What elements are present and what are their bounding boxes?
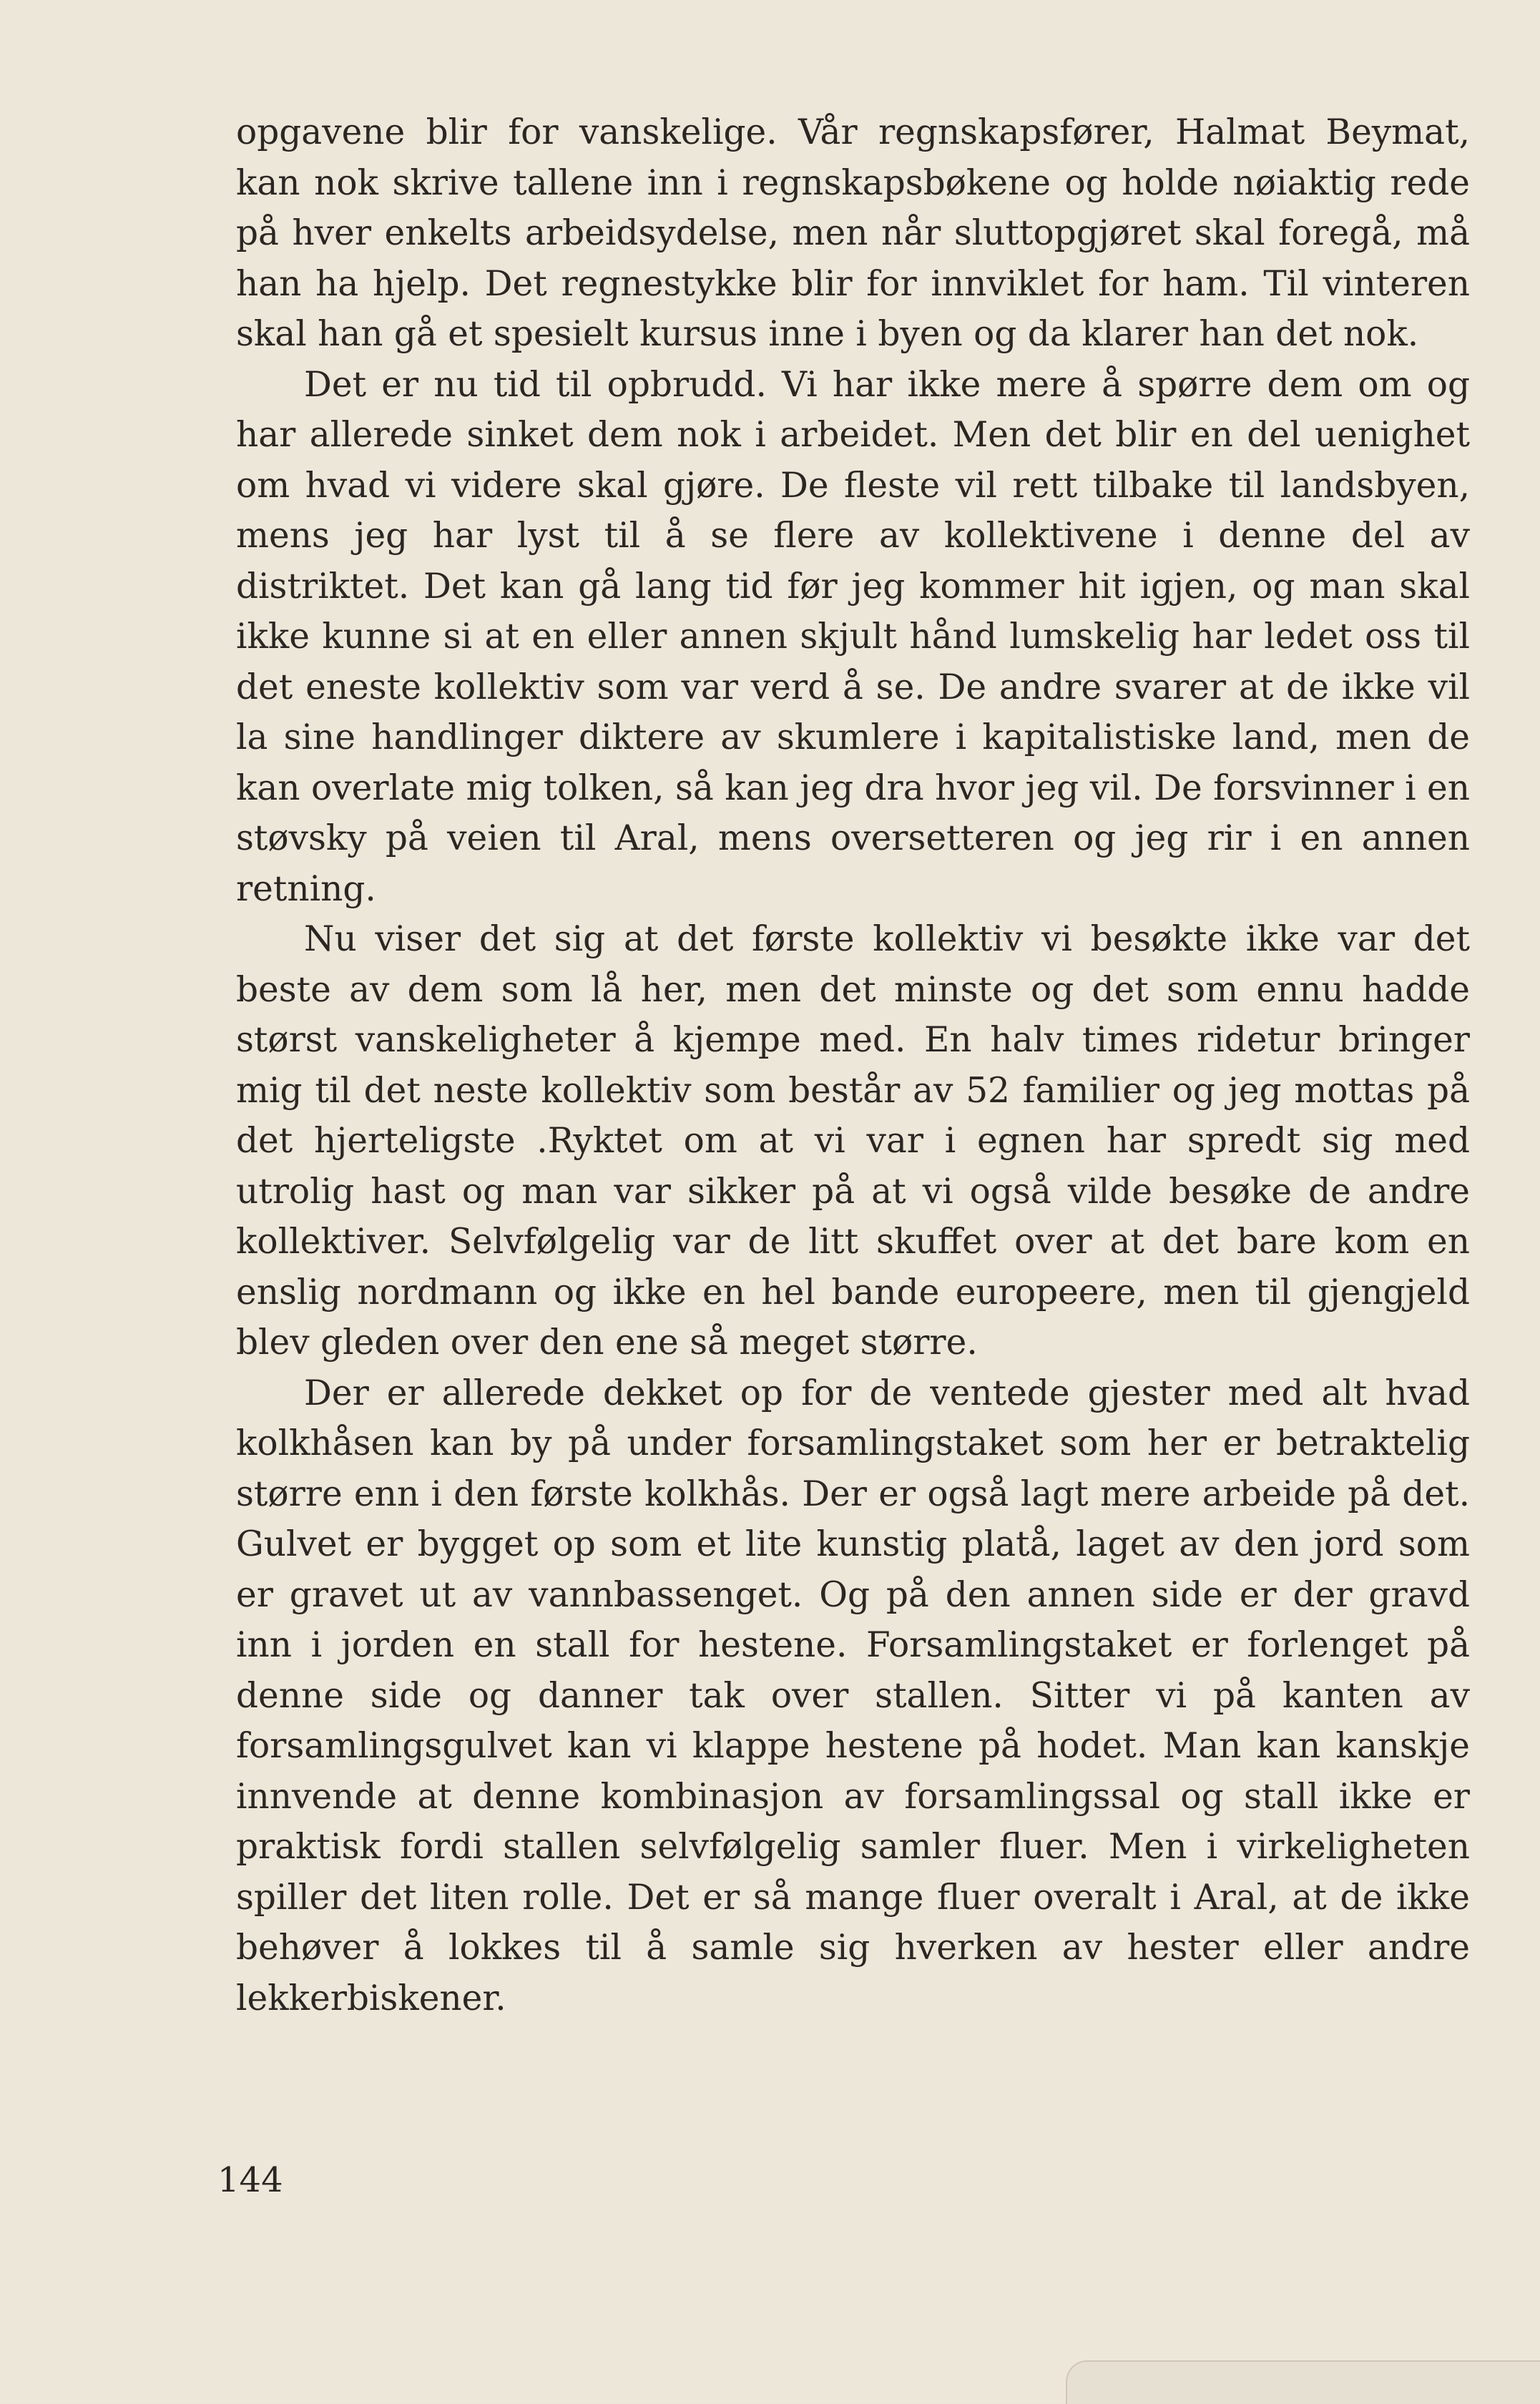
paragraph-1: opgavene blir for vanskelige. Vår regnskapsfører, Halmat Beymat, kan nok skrive tallene inn i regnskapsbøkene og holde nøiaktig rede på hver enkelts arbeidsydelse, men når sluttopgjøret skal foregå, må han ha hjelp. Det regnestykke blir for innviklet for ham. Til vinteren skal han gå et spesielt kursus inne i byen og da klarer han det nok. <box>236 112 1470 354</box>
paragraph-4: Der er allerede dekket op for de ventede gjester med alt hvad kolkhåsen kan by på under forsamlingstaket som her er betraktelig større enn i den første kolkhås. Der er også lagt mere arbeide på det. Gulvet er bygget op som et lite kunstig platå, laget av den jord som er gravet ut av vannbassenget. Og på den annen side er der gravd inn i jorden en stall for hestene. Forsamlingstaket er forlenget på denne side og danner tak over stallen. Sitter vi på kanten av forsamlingsgulvet kan vi klappe hestene på hodet. Man kan kanskje innvende at denne kombinasjon av forsamlingssal og stall ikke er praktisk fordi stallen selvfølgelig samler fluer. Men i virkeligheten spiller det liten rolle. Det er så mange fluer overalt i Aral, at de ikke behøver å lokkes til å samle sig hverken av hester eller andre lekkerbiskener. <box>236 1373 1470 2018</box>
paragraph-2: Det er nu tid til opbrudd. Vi har ikke mere å spørre dem om og har allerede sinket dem nok i arbeidet. Men det blir en del uenighet om hvad vi videre skal gjøre. De fleste vil rett tilbake til landsbyen, mens jeg har lyst til å se flere av kollektivene i denne del av distriktet. Det kan gå lang tid før jeg kommer hit igjen, og man skal ikke kunne si at en eller annen skjult hånd lumskelig har ledet oss til det eneste kollektiv som var verd å se. De andre svarer at de ikke vil la sine handlinger diktere av skumlere i kapitalistiske land, men de kan overlate mig tolken, så kan jeg dra hvor jeg vil. De forsvinner i en støvsky på veien til Aral, mens oversetteren og jeg rir i en annen retning. <box>236 364 1470 909</box>
body-text <box>236 107 1470 2023</box>
page-number: 144 <box>217 2160 283 2200</box>
paragraph-3: Nu viser det sig at det første kollektiv vi besøkte ikke var det beste av dem som lå her, men det minste og det som ennu hadde størst vanskeligheter å kjempe med. En halv times ridetur bringer mig til det neste kollektiv som består av 52 familier og jeg mottas på det hjerteligste .Ryktet om at vi var i egnen har spredt sig med utrolig hast og man var sikker på at vi også vilde besøke de andre kollektiver. Selvfølgelig var de litt skuffet over at det bare kom en enslig nordmann og ikke en hel bande europeere, men til gjengjeld blev gleden over den ene så meget større. <box>236 919 1470 1363</box>
page-edge-decoration <box>1066 2360 1540 2404</box>
